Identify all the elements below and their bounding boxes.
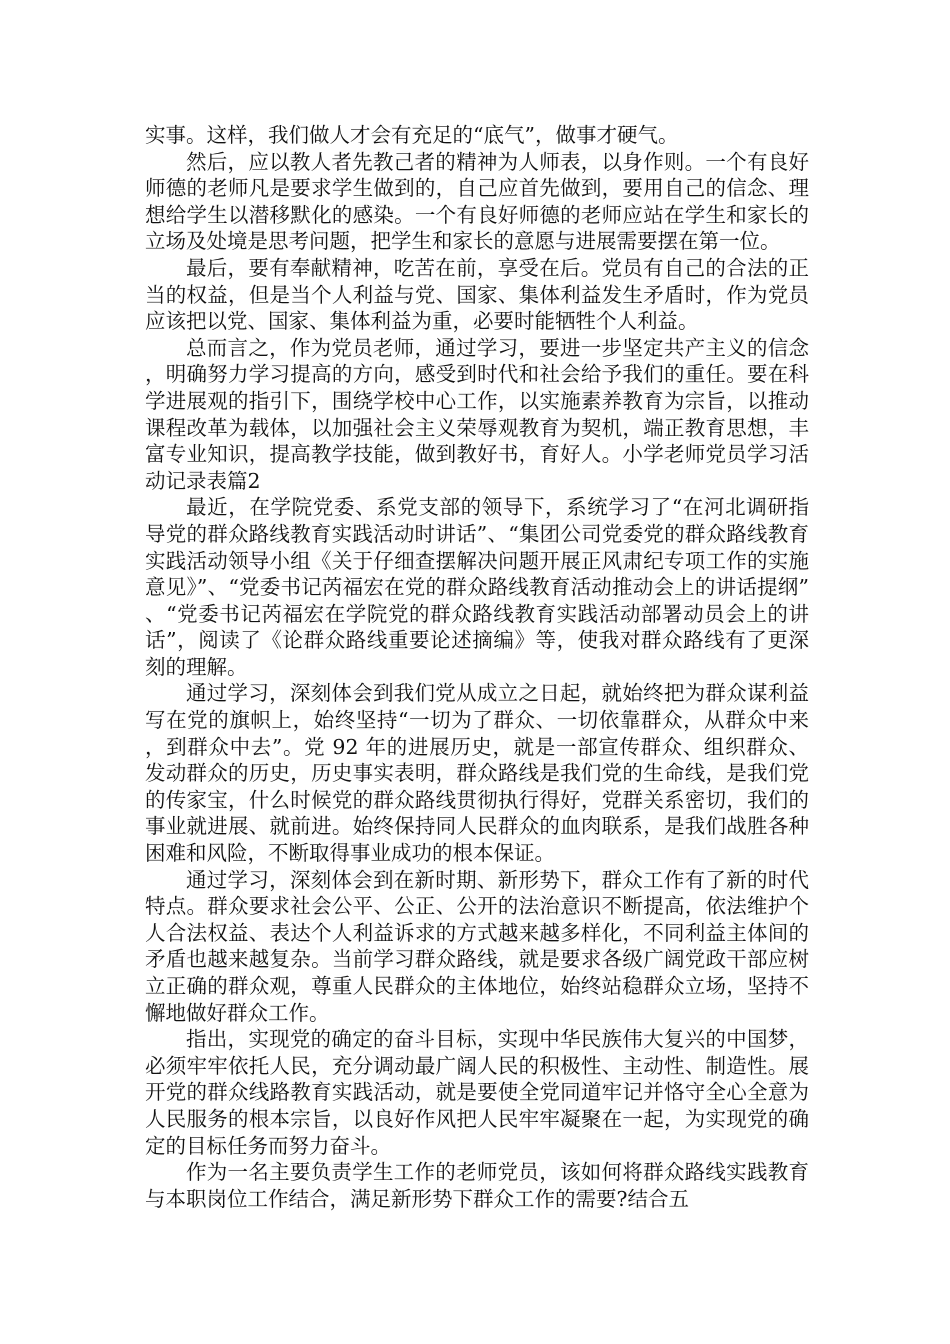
paragraph-1: 实事。这样，我们做人才会有充足的“底气”，做事才硬气。: [145, 123, 679, 147]
paragraph-2: 然后，应以教人者先教己者的精神为人师表，以身作则。一个有良好师德的老师凡是要求学生做到的，自己应首先做到，要用自己的信念、理想给学生以潜移默化的感染。一个有良好师德的老师应站在学生和家长的立场及处境是思考问题，把学生和家长的意愿与进展需要摆在第一位。: [145, 149, 809, 254]
paragraph-8: 指出，实现党的确定的奋斗目标，实现中华民族伟大复兴的中国梦，必须牢牢依托人民，充分调动最广阔人民的积极性、主动性、制造性。展开党的群众线路教育实践活动，就是要使全党同道牢记并恪守全心全意为人民服务的根本宗旨，以良好作风把人民牢牢凝聚在一起，为实现党的确定的目标任务而努力奋斗。: [145, 1027, 809, 1158]
paragraph-9: 作为一名主要负责学生工作的老师党员，该如何将群众路线实践教育与本职岗位工作结合，满足新形势下群众工作的需要?结合五: [145, 1160, 809, 1211]
document-body: [145, 122, 809, 1212]
paragraph-4: 总而言之，作为党员老师，通过学习，要进一步坚定共产主义的信念，明确努力学习提高的方向，感受到时代和社会给予我们的重任。要在科学进展观的指引下，围绕学校中心工作，以实施素养教育为宗旨，以推动课程改革为载体，以加强社会主义荣辱观教育为契机，端正教育思想，丰富专业知识，提高教学技能，做到教好书，育好人。小学老师党员学习活动记录表篇2: [145, 335, 809, 493]
paragraph-7: 通过学习，深刻体会到在新时期、新形势下，群众工作有了新的时代特点。群众要求社会公平、公正、公开的法治意识不断提高，依法维护个人合法权益、表达个人利益诉求的方式越来越多样化，不同利益主体间的矛盾也越来越复杂。当前学习群众路线，就是要求各级广阔党政干部应树立正确的群众观，尊重人民群众的主体地位，始终站稳群众立场，坚持不懈地做好群众工作。: [145, 867, 809, 1025]
paragraph-6: 通过学习，深刻体会到我们党从成立之日起，就始终把为群众谋利益写在党的旗帜上，始终坚持“一切为了群众、一切依靠群众，从群众中来，到群众中去”。党 92 年的进展历史，就是一部宣传群众、组织群众、发动群众的历史，历史事实表明，群众路线是我们党的生命线，是我们党的传家宝，什么时候党的群众路线贯彻执行得好，党群关系密切，我们的事业就进展、就前进。始终保持同人民群众的血肉联系，是我们战胜各种困难和风险，不断取得事业成功的根本保证。: [145, 681, 809, 866]
paragraph-3: 最后，要有奉献精神，吃苦在前，享受在后。党员有自己的合法的正当的权益，但是当个人利益与党、国家、集体利益发生矛盾时，作为党员应该把以党、国家、集体利益为重，必要时能牺牲个人利益。: [145, 255, 809, 334]
paragraph-5: 最近，在学院党委、系党支部的领导下，系统学习了“在河北调研指导党的群众路线教育实践活动时讲话”、“集团公司党委党的群众路线教育实践活动领导小组《关于仔细查摆解决问题开展正风肃纪专项工作的实施意见》”、“党委书记芮福宏在党的群众路线教育活动推动会上的讲话提纲”、“党委书记芮福宏在学院党的群众路线教育实践活动部署动员会上的讲话”，阅读了《论群众路线重要论述摘编》等，使我对群众路线有了更深刻的理解。: [145, 495, 809, 679]
